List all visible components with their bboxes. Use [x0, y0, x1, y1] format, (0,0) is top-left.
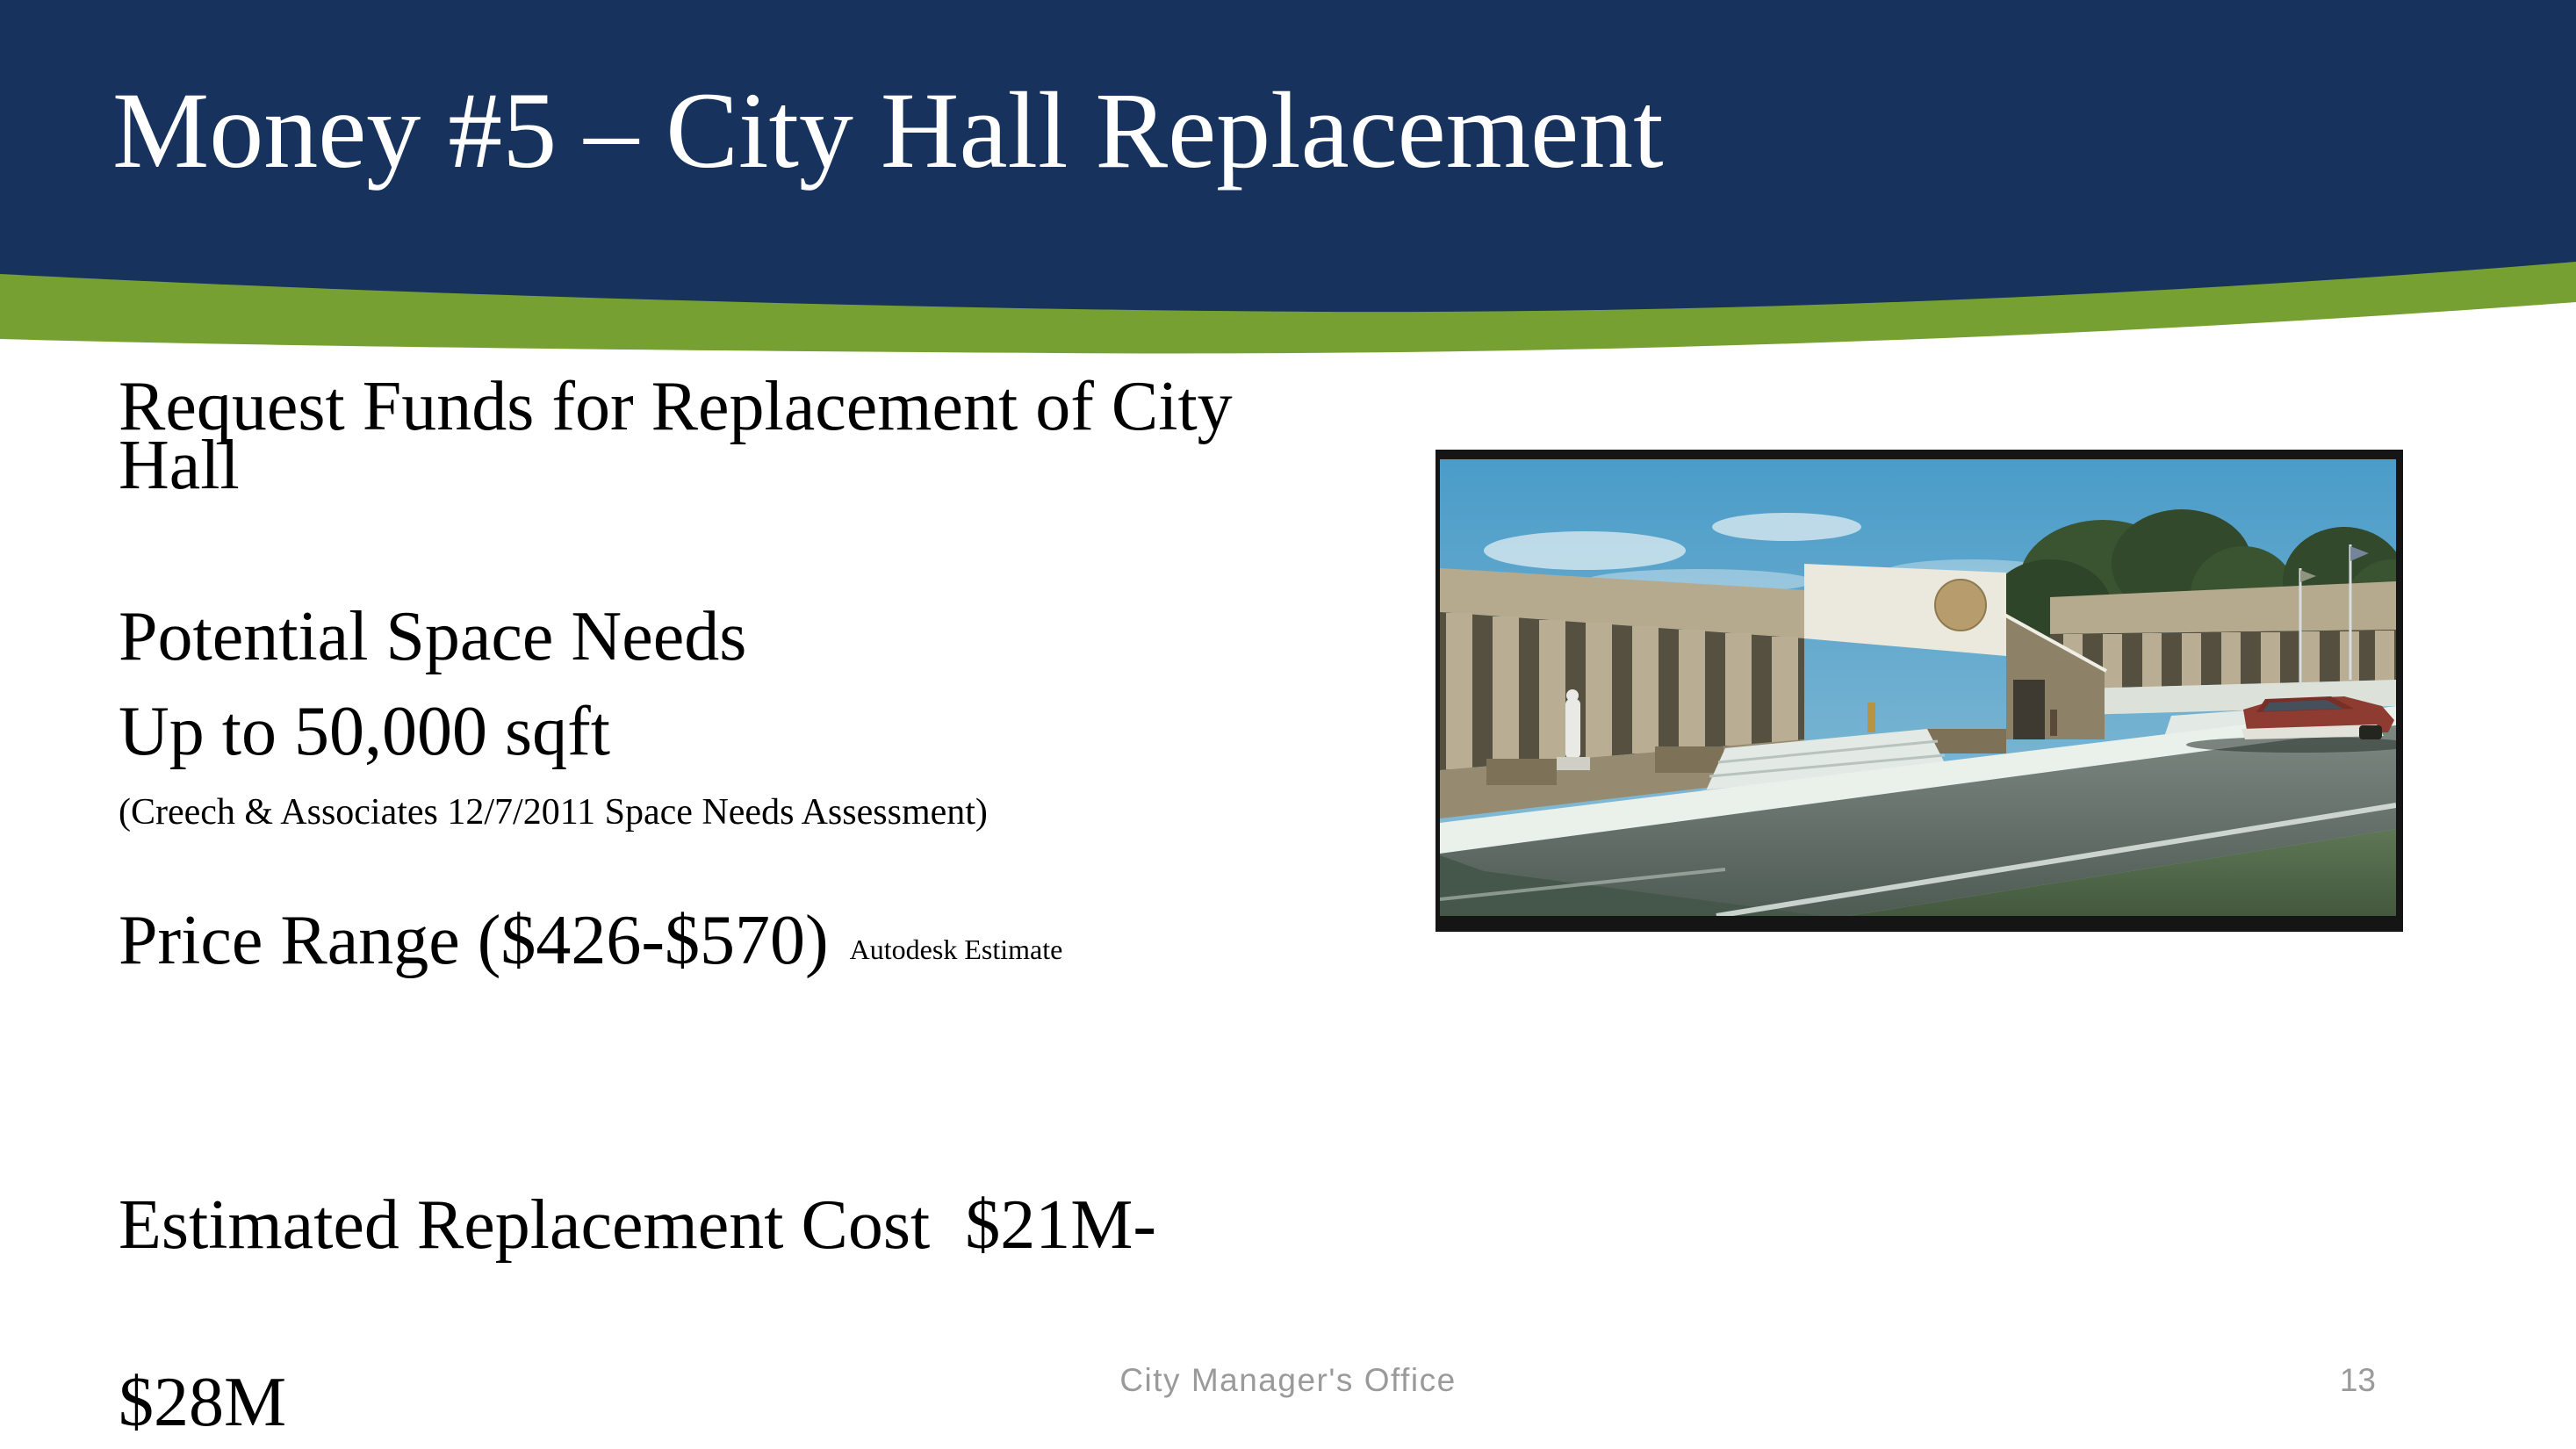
- page-number: 13: [2339, 1362, 2376, 1398]
- bullet-request-funds-line2: Hall: [119, 427, 240, 505]
- bullet-space-needs-size: Up to 50,000 sqft: [119, 693, 610, 770]
- bullet-replacement-cost-line1: Estimated Replacement Cost $21M-: [119, 1186, 1156, 1265]
- bullet-request-funds: [119, 368, 1374, 505]
- bullet-space-needs: Potential Space Needs: [119, 598, 747, 675]
- city-hall-rendering-image: [1436, 450, 2403, 932]
- entry-door: [2013, 680, 2045, 739]
- photo-content: [1440, 459, 2403, 916]
- bullet-replacement-cost-line2: $28M: [119, 1363, 287, 1441]
- space-needs-source-note: (Creech & Associates 12/7/2011 Space Needs Assessment): [119, 792, 988, 833]
- page-title: Money #5 – City Hall Replacement: [112, 70, 1664, 191]
- bullet-request-funds-line1: Request Funds for Replacement of City: [119, 368, 1233, 445]
- price-range-note: Autodesk Estimate: [849, 934, 1063, 965]
- footer-department: City Manager's Office: [1119, 1362, 1457, 1398]
- price-range-text: Price Range ($426-$570): [119, 902, 829, 979]
- medallion: [1935, 580, 1986, 631]
- right-colonnade: [2063, 631, 2394, 689]
- city-hall-illustration: [1436, 450, 2403, 932]
- bullet-price-range: [119, 902, 1063, 979]
